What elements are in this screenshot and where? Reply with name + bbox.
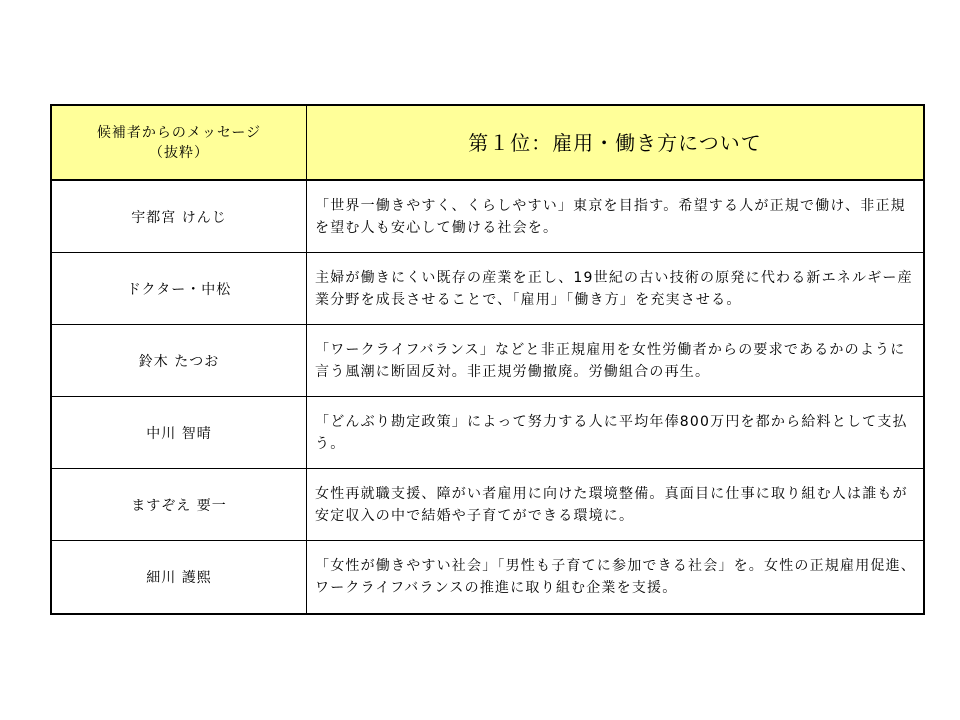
candidate-name: ますぞえ 要一	[52, 469, 307, 540]
candidate-name: 鈴木 たつお	[52, 325, 307, 396]
table-row	[52, 253, 923, 325]
header-topic-title: 第１位：雇用・働き方について	[468, 130, 762, 155]
header-candidate-column	[52, 106, 307, 179]
table-row	[52, 469, 923, 541]
candidate-name: 細川 護熙	[52, 541, 307, 613]
candidate-message-table	[50, 104, 925, 615]
table-header-row	[52, 106, 923, 181]
header-col1-subtitle: （抜粋）	[149, 144, 209, 161]
header-col1-title: 候補者からのメッセージ	[96, 124, 262, 141]
table-row	[52, 397, 923, 469]
candidate-message: 女性再就職支援、障がい者雇用に向けた環境整備。真面目に仕事に取り組む人は誰もが安定収入の中で結婚や子育てができる環境に。	[315, 485, 908, 524]
candidate-name: 中川 智晴	[52, 397, 307, 468]
table-row	[52, 325, 923, 397]
candidate-name: ドクター・中松	[52, 253, 307, 324]
candidate-message: 「ワークライフバランス」などと非正規雇用を女性労働者からの要求であるかのように言う風潮に断固反対。非正規労働撤廃。労働組合の再生。	[315, 341, 906, 380]
table-row	[52, 541, 923, 613]
candidate-message: 「どんぶり勘定政策」によって努力する人に平均年俸800万円を都から給料として支払う。	[315, 413, 908, 452]
candidate-message: 主婦が働きにくい既存の産業を正し、19世紀の古い技術の原発に代わる新エネルギー産業分野を成長させることで、「雇用」「働き方」を充実させる。	[315, 269, 913, 308]
header-topic-column	[307, 106, 923, 179]
candidate-name: 宇都宮 けんじ	[52, 181, 307, 252]
candidate-message: 「世界一働きやすく、くらしやすい」東京を目指す。希望する人が正規で働け、非正規を望む人も安心して働ける社会を。	[315, 197, 906, 236]
table-row	[52, 181, 923, 253]
candidate-message: 「女性が働きやすい社会」「男性も子育てに参加できる社会」を。女性の正規雇用促進、ワークライフバランスの推進に取り組む企業を支援。	[315, 558, 916, 596]
